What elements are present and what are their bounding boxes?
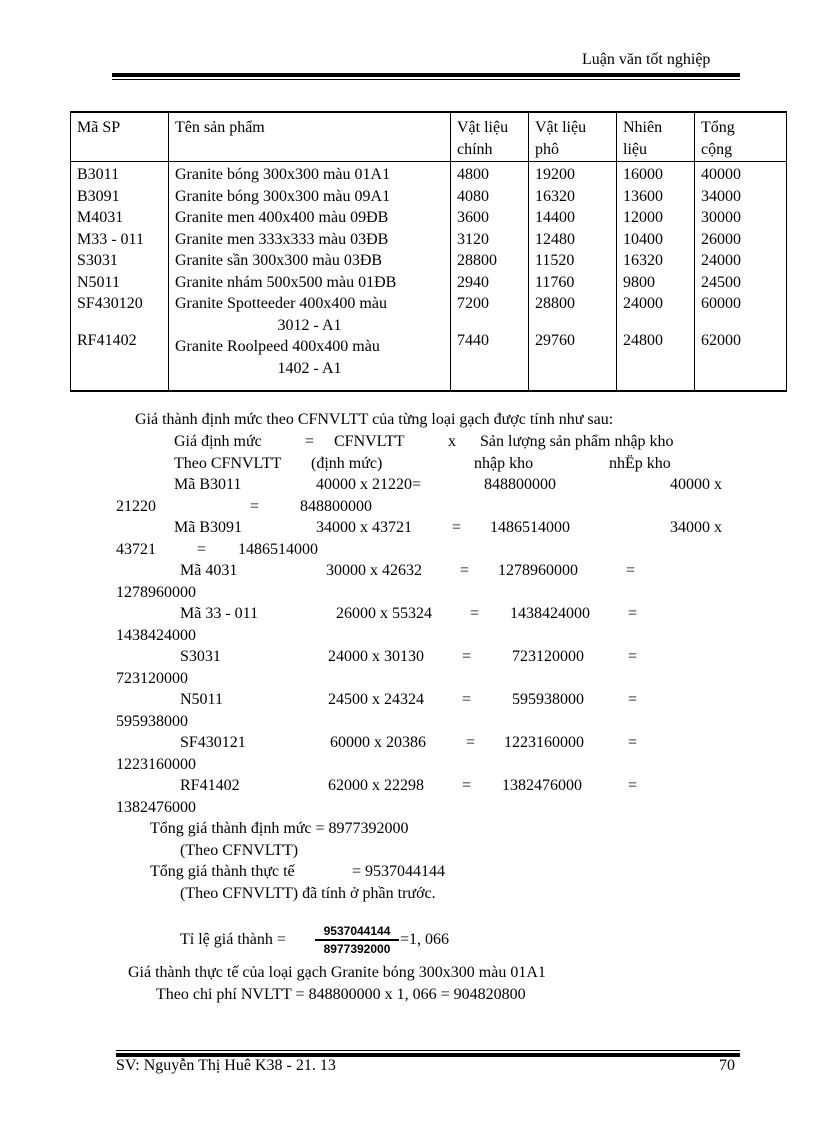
ratio-denominator: 8977392000 xyxy=(323,942,391,956)
item-wrap: 1223160000 xyxy=(116,756,196,773)
header-name: Tên sản phẩm xyxy=(169,112,451,162)
column-name: Granite bóng 300x300 màu 01A1 Granite bóng 300x300 màu 09A1 Granite men 400x400 màu 09ĐB Granite men 333x333 màu 03ĐB Granite sần 300x300 màu 03ĐB Granite nhám 500x500 màu 01ĐB Granite Spotteeder 400x400 màu 3012 - A1 Granite Roolpeed 400x400 màu 1402 - A1 xyxy=(169,162,451,392)
item-code: Mã 4031 xyxy=(180,562,238,579)
formula-line-1-d: x xyxy=(448,433,456,450)
footer-rule-thin xyxy=(116,1050,740,1051)
total-norm-sub: (Theo CFNVLTT) xyxy=(180,842,299,859)
footer-author: SV: Nguyễn Thị Huê K38 - 21. 13 xyxy=(116,1057,336,1074)
item-expression: 24000 x 30130 xyxy=(328,648,424,665)
product-cost-table xyxy=(70,111,787,392)
formula-line-1-e: Sản lượng sản phẩm nhập kho xyxy=(480,433,674,450)
intro-paragraph: Giá thành định mức theo CFNVLTT của từng loại gạch được tính như sau: xyxy=(135,411,614,428)
formula-line-2-d: nhËp kho xyxy=(609,455,671,472)
item-result: 1438424000 xyxy=(510,605,590,622)
item-expression: 40000 x 21220= xyxy=(316,476,422,493)
item-code: N5011 xyxy=(180,691,223,708)
item-tail: 40000 x xyxy=(670,476,722,493)
formula-line-1-a: Giá định mức xyxy=(174,433,262,450)
ratio-label: Tỉ lệ giá thành = xyxy=(180,931,286,948)
item-expression: 24500 x 24324 xyxy=(328,691,424,708)
item-tail: = xyxy=(628,605,638,622)
item-wrap: 723120000 xyxy=(116,670,188,687)
column-code: B3011 B3091 M4031 M33 - 011 S3031 N5011 SF430120 RF41402 xyxy=(71,162,169,392)
item-code: Mã B3011 xyxy=(174,476,242,493)
item-wrap-equals: = xyxy=(250,498,260,515)
item-result: 1278960000 xyxy=(498,562,578,579)
column-fuel: 16000 13600 12000 10400 16320 9800 24000 24800 xyxy=(617,162,695,392)
item-tail: = xyxy=(628,648,638,665)
item-result: 848800000 xyxy=(484,476,556,493)
item-equals: = xyxy=(462,777,472,794)
final-line-2: Theo chi phí NVLTT = 848800000 x 1, 066 = 904820800 xyxy=(156,986,526,1003)
item-tail: = xyxy=(628,777,638,794)
formula-line-1-c: CFNVLTT xyxy=(334,433,405,450)
footer-page-number: 70 xyxy=(719,1057,735,1074)
item-wrap: 1278960000 xyxy=(116,584,196,601)
item-code: Mã 33 - 011 xyxy=(180,605,259,622)
item-expression: 62000 x 22298 xyxy=(328,777,424,794)
item-code: S3031 xyxy=(180,648,221,665)
header-fuel: Nhiên liệu xyxy=(617,112,695,162)
item-tail: 34000 x xyxy=(670,519,722,536)
item-result: 723120000 xyxy=(512,648,584,665)
item-tail: = xyxy=(628,691,638,708)
item-equals: = xyxy=(452,519,462,536)
ratio-numerator: 9537044144 xyxy=(315,924,399,941)
item-equals: = xyxy=(460,562,470,579)
item-wrap-equals: = xyxy=(197,541,207,558)
item-expression: 30000 x 42632 xyxy=(326,562,422,579)
formula-line-2-c: nhập kho xyxy=(474,455,534,472)
ratio-fraction xyxy=(315,924,399,956)
item-result: 1223160000 xyxy=(504,734,584,751)
formula-line-2-b: (định mức) xyxy=(311,455,383,472)
item-equals: = xyxy=(466,734,476,751)
header-code: Mã SP xyxy=(71,112,169,162)
ratio-value: =1, 066 xyxy=(400,931,450,948)
header-aux-material: Vật liệu phô xyxy=(529,112,617,162)
item-code: Mã B3091 xyxy=(174,519,242,536)
item-wrap: 43721 xyxy=(116,541,156,558)
item-wrap: 21220 xyxy=(116,498,156,515)
item-expression: 26000 x 55324 xyxy=(336,605,432,622)
item-tail: = xyxy=(628,734,638,751)
item-result: 1382476000 xyxy=(502,777,582,794)
final-line-1: Giá thành thực tế của loại gạch Granite bóng 300x300 màu 01A1 xyxy=(128,964,546,981)
header-main-material: Vật liệu chính xyxy=(451,112,529,162)
item-wrap: 1382476000 xyxy=(116,799,196,816)
formula-line-1-b: = xyxy=(305,433,315,450)
formula-line-2-a: Theo CFNVLTT xyxy=(174,455,282,472)
header-rule-thick xyxy=(112,73,740,77)
item-expression: 60000 x 20386 xyxy=(330,734,426,751)
column-total: 40000 34000 30000 26000 24000 24500 60000 62000 xyxy=(695,162,787,392)
item-equals: = xyxy=(470,605,480,622)
item-wrap-value: 1486514000 xyxy=(238,541,318,558)
item-wrap: 1438424000 xyxy=(116,627,196,644)
item-expression: 34000 x 43721 xyxy=(316,519,412,536)
item-equals: = xyxy=(462,648,472,665)
running-header-title: Luận văn tốt nghiệp xyxy=(582,51,711,68)
column-aux-material: 19200 16320 14400 12480 11520 11760 28800 29760 xyxy=(529,162,617,392)
column-main-material: 4800 4080 3600 3120 28800 2940 7200 7440 xyxy=(451,162,529,392)
table-body-row xyxy=(71,162,787,392)
item-wrap-value: 848800000 xyxy=(300,498,372,515)
item-code: RF41402 xyxy=(180,777,240,794)
item-result: 595938000 xyxy=(512,691,584,708)
header-rule-thin xyxy=(112,79,740,80)
item-tail: = xyxy=(626,562,636,579)
item-equals: = xyxy=(462,691,472,708)
item-code: SF430121 xyxy=(180,734,246,751)
header-total: Tổng cộng xyxy=(695,112,787,162)
total-actual-label: Tổng giá thành thực tế xyxy=(150,863,295,880)
table-header-row xyxy=(71,112,787,162)
item-wrap: 595938000 xyxy=(116,713,188,730)
total-norm: Tổng giá thành định mức = 8977392000 xyxy=(150,820,409,837)
item-result: 1486514000 xyxy=(490,519,570,536)
total-actual-sub: (Theo CFNVLTT) đã tính ở phần trước. xyxy=(180,885,436,902)
total-actual-value: = 9537044144 xyxy=(352,863,446,880)
